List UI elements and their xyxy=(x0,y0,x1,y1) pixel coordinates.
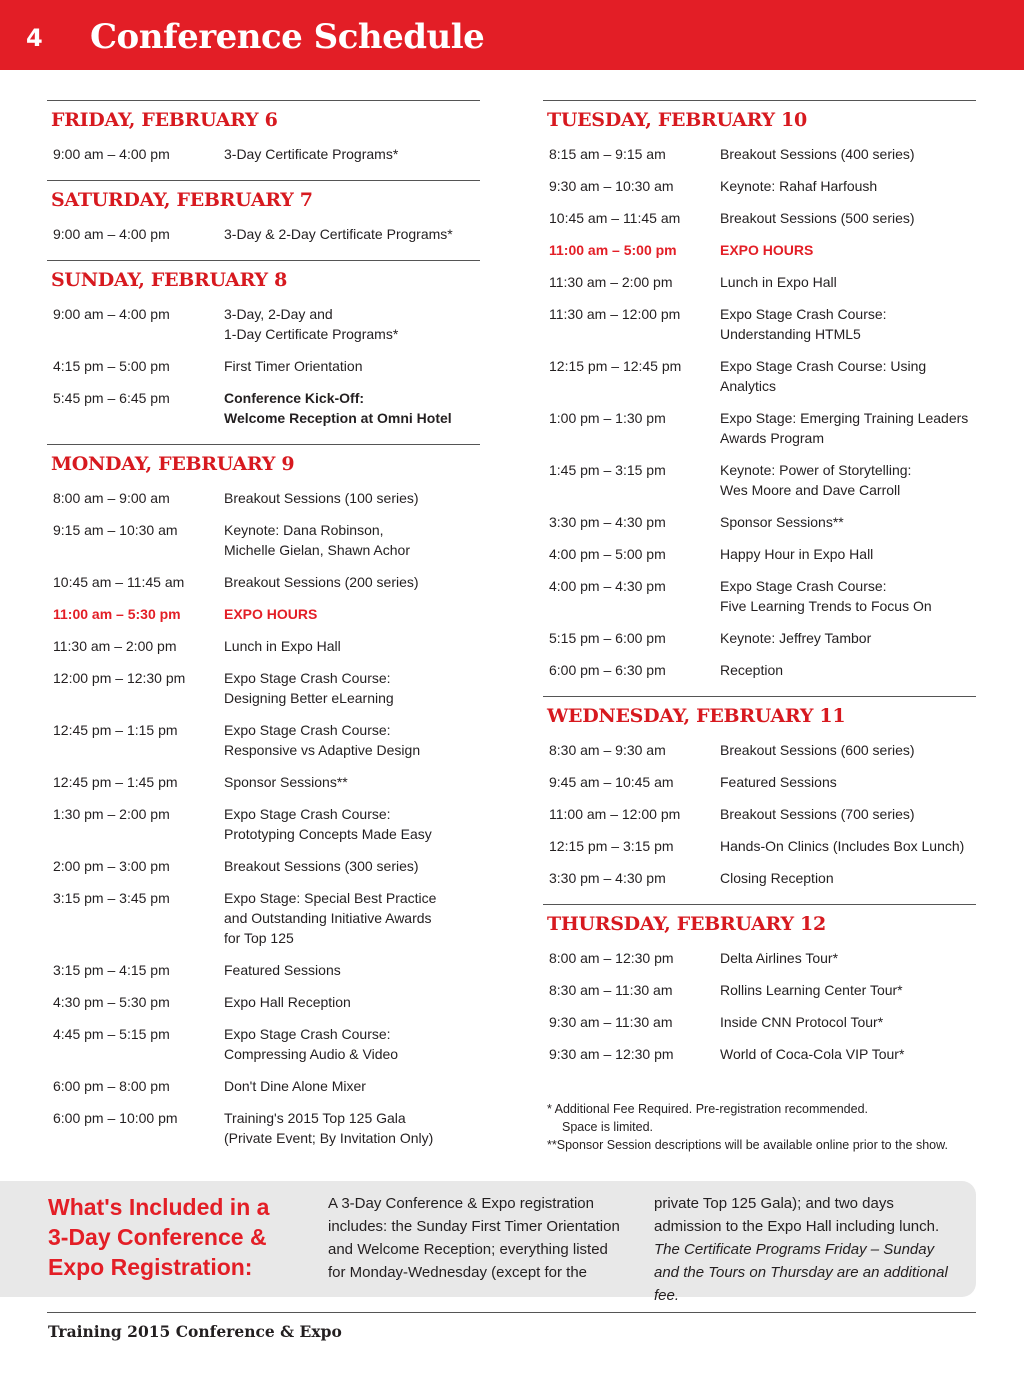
included-text-b-regular: private Top 125 Gala); and two days admission to the Expo Hall including lunch. xyxy=(654,1195,940,1235)
included-text-b-italic: The Certificate Programs Friday – Sunday and the Tours on Thursday are an additional fee. xyxy=(654,1241,948,1304)
session-title: Reception xyxy=(720,662,784,678)
schedule-rows xyxy=(543,938,976,1076)
schedule-row xyxy=(47,566,480,598)
schedule-row xyxy=(543,138,976,170)
session-time: 4:45 pm – 5:15 pm xyxy=(53,1026,170,1042)
schedule-row xyxy=(543,654,976,686)
session-time: 4:00 pm – 4:30 pm xyxy=(549,578,666,594)
footnote-line: Space is limited. xyxy=(562,1120,654,1134)
included-text-a: A 3-Day Conference & Expo registration includes: the Sunday First Timer Orientation and Welcome Reception; everything listed for Monday-Wednesday (except for the xyxy=(328,1195,620,1281)
session-time: 2:00 pm – 3:00 pm xyxy=(53,858,170,874)
footnotes xyxy=(543,1100,976,1154)
session-title: First Timer Orientation xyxy=(224,358,363,374)
session-time: 11:00 am – 5:30 pm xyxy=(53,606,181,622)
session-time: 11:30 am – 12:00 pm xyxy=(549,306,681,322)
session-time: 8:00 am – 12:30 pm xyxy=(549,950,674,966)
day-title: THURSDAY, FEBRUARY 12 xyxy=(547,913,826,935)
session-time: 5:45 pm – 6:45 pm xyxy=(53,390,170,406)
day-title: SATURDAY, FEBRUARY 7 xyxy=(51,189,313,211)
day-section xyxy=(543,904,976,1076)
session-title: Expo Stage Crash Course: Compressing Audio & Video xyxy=(224,1026,399,1062)
schedule-row xyxy=(47,482,480,514)
session-title: World of Coca-Cola VIP Tour* xyxy=(720,1046,905,1062)
session-time: 9:30 am – 12:30 pm xyxy=(549,1046,674,1062)
schedule-row xyxy=(543,1006,976,1038)
session-time: 9:30 am – 11:30 am xyxy=(549,1014,673,1030)
day-title: FRIDAY, FEBRUARY 6 xyxy=(51,109,278,131)
schedule-row xyxy=(47,882,480,954)
session-title: Expo Hall Reception xyxy=(224,994,351,1010)
session-time: 3:15 pm – 4:15 pm xyxy=(53,962,170,978)
session-title: Lunch in Expo Hall xyxy=(720,274,837,290)
schedule-row xyxy=(543,622,976,654)
session-title: Keynote: Power of Storytelling: Wes Moore and Dave Carroll xyxy=(720,462,912,498)
session-time: 11:30 am – 2:00 pm xyxy=(53,638,177,654)
schedule-row xyxy=(543,266,976,298)
page-number: 4 xyxy=(26,24,43,52)
schedule-row xyxy=(47,662,480,714)
day-title: TUESDAY, FEBRUARY 10 xyxy=(547,109,807,131)
session-time: 5:15 pm – 6:00 pm xyxy=(549,630,666,646)
session-title: Expo Stage Crash Course: Designing Better eLearning xyxy=(224,670,394,706)
session-title: 3-Day & 2-Day Certificate Programs* xyxy=(224,226,453,242)
schedule-row xyxy=(47,218,480,250)
day-section xyxy=(47,100,480,176)
session-time: 10:45 am – 11:45 am xyxy=(549,210,681,226)
schedule-row xyxy=(543,1038,976,1070)
schedule-row xyxy=(47,954,480,986)
session-time: 9:45 am – 10:45 am xyxy=(549,774,674,790)
schedule-row xyxy=(47,714,480,766)
session-time: 1:45 pm – 3:15 pm xyxy=(549,462,666,478)
session-title: Breakout Sessions (200 series) xyxy=(224,574,419,590)
session-time: 4:15 pm – 5:00 pm xyxy=(53,358,170,374)
session-time: 4:00 pm – 5:00 pm xyxy=(549,546,666,562)
session-title: Expo Stage Crash Course: Understanding HTML5 xyxy=(720,306,887,342)
expo-hours-row xyxy=(47,598,480,630)
schedule-row xyxy=(47,850,480,882)
session-time: 1:00 pm – 1:30 pm xyxy=(549,410,666,426)
expo-hours-row xyxy=(543,234,976,266)
session-time: 9:00 am – 4:00 pm xyxy=(53,306,170,322)
session-title: EXPO HOURS xyxy=(224,606,318,622)
day-section xyxy=(47,260,480,440)
session-time: 4:30 pm – 5:30 pm xyxy=(53,994,170,1010)
schedule-rows xyxy=(543,134,976,692)
schedule-row xyxy=(47,298,480,350)
footnote-line: * Additional Fee Required. Pre-registration recommended. xyxy=(547,1102,869,1116)
schedule-row xyxy=(543,798,976,830)
session-title: Hands-On Clinics (Includes Box Lunch) xyxy=(720,838,965,854)
session-title: Featured Sessions xyxy=(720,774,837,790)
schedule-rows xyxy=(47,214,480,256)
schedule-row xyxy=(543,538,976,570)
schedule-row xyxy=(47,1070,480,1102)
session-title: Sponsor Sessions** xyxy=(720,514,844,530)
session-time: 9:00 am – 4:00 pm xyxy=(53,146,170,162)
session-title: Expo Stage Crash Course: Using Analytics xyxy=(720,358,927,394)
schedule-row xyxy=(543,170,976,202)
schedule-row xyxy=(543,506,976,538)
session-title: Breakout Sessions (400 series) xyxy=(720,146,915,162)
day-section xyxy=(543,100,976,692)
schedule-row xyxy=(543,942,976,974)
schedule-row xyxy=(543,202,976,234)
session-title: Breakout Sessions (700 series) xyxy=(720,806,915,822)
schedule-right-column xyxy=(543,100,976,1154)
session-time: 11:00 am – 5:00 pm xyxy=(549,242,677,258)
session-time: 12:15 pm – 12:45 pm xyxy=(549,358,682,374)
schedule-row xyxy=(543,454,976,506)
schedule-row xyxy=(543,298,976,350)
session-title: Breakout Sessions (100 series) xyxy=(224,490,419,506)
session-title: Don't Dine Alone Mixer xyxy=(224,1078,366,1094)
session-title: Breakout Sessions (500 series) xyxy=(720,210,915,226)
session-time: 12:45 pm – 1:45 pm xyxy=(53,774,178,790)
day-section xyxy=(47,180,480,256)
session-title: Training's 2015 Top 125 Gala (Private Event; By Invitation Only) xyxy=(224,1110,434,1146)
day-title: SUNDAY, FEBRUARY 8 xyxy=(51,269,288,291)
included-text-b xyxy=(654,1192,954,1307)
session-time: 12:15 pm – 3:15 pm xyxy=(549,838,674,854)
session-title: 3-Day, 2-Day and 1-Day Certificate Programs* xyxy=(224,306,399,342)
schedule-row xyxy=(543,974,976,1006)
session-title: Expo Stage Crash Course: Responsive vs Adaptive Design xyxy=(224,722,421,758)
footer-title: Training 2015 Conference & Expo xyxy=(48,1322,342,1341)
session-title: Expo Stage: Emerging Training Leaders Awards Program xyxy=(720,410,969,446)
session-time: 9:30 am – 10:30 am xyxy=(549,178,674,194)
session-title: Expo Stage Crash Course: Prototyping Concepts Made Easy xyxy=(224,806,432,842)
session-title: Delta Airlines Tour* xyxy=(720,950,839,966)
session-time: 12:45 pm – 1:15 pm xyxy=(53,722,178,738)
schedule-row xyxy=(543,830,976,862)
session-time: 3:30 pm – 4:30 pm xyxy=(549,870,666,886)
session-time: 9:00 am – 4:00 pm xyxy=(53,226,170,242)
session-title: Rollins Learning Center Tour* xyxy=(720,982,903,998)
footer-rule xyxy=(47,1312,976,1313)
session-time: 11:00 am – 12:00 pm xyxy=(549,806,681,822)
session-title: Happy Hour in Expo Hall xyxy=(720,546,874,562)
session-time: 1:30 pm – 2:00 pm xyxy=(53,806,170,822)
schedule-row xyxy=(543,734,976,766)
schedule-row xyxy=(47,986,480,1018)
session-title: Closing Reception xyxy=(720,870,834,886)
schedule-left-column xyxy=(47,100,480,1160)
session-title: Expo Stage: Special Best Practice and Outstanding Initiative Awards for Top 125 xyxy=(224,890,437,946)
session-time: 12:00 pm – 12:30 pm xyxy=(53,670,186,686)
schedule-row xyxy=(47,350,480,382)
session-title: 3-Day Certificate Programs* xyxy=(224,146,399,162)
session-title: Keynote: Rahaf Harfoush xyxy=(720,178,878,194)
session-time: 9:15 am – 10:30 am xyxy=(53,522,178,538)
session-title: Breakout Sessions (600 series) xyxy=(720,742,915,758)
schedule-row xyxy=(543,862,976,894)
schedule-rows xyxy=(47,134,480,176)
day-section xyxy=(47,444,480,1160)
session-title: EXPO HOURS xyxy=(720,242,814,258)
session-time: 8:15 am – 9:15 am xyxy=(549,146,666,162)
schedule-row xyxy=(543,350,976,402)
session-title: Inside CNN Protocol Tour* xyxy=(720,1014,884,1030)
session-time: 10:45 am – 11:45 am xyxy=(53,574,185,590)
session-time: 11:30 am – 2:00 pm xyxy=(549,274,673,290)
page-title: Conference Schedule xyxy=(90,17,485,57)
schedule-rows xyxy=(47,478,480,1160)
day-section xyxy=(543,696,976,900)
session-time: 8:00 am – 9:00 am xyxy=(53,490,170,506)
schedule-row xyxy=(47,766,480,798)
schedule-row xyxy=(47,1102,480,1154)
day-title: MONDAY, FEBRUARY 9 xyxy=(51,453,295,475)
session-title: Conference Kick-Off: Welcome Reception at Omni Hotel xyxy=(224,390,452,426)
session-title: Sponsor Sessions** xyxy=(224,774,348,790)
schedule-row xyxy=(47,138,480,170)
schedule-rows xyxy=(543,730,976,900)
session-title: Keynote: Dana Robinson, Michelle Gielan, Shawn Achor xyxy=(224,522,410,558)
schedule-row xyxy=(47,798,480,850)
session-time: 3:15 pm – 3:45 pm xyxy=(53,890,170,906)
session-title: Expo Stage Crash Course: Five Learning Trends to Focus On xyxy=(720,578,932,614)
schedule-row xyxy=(543,570,976,622)
schedule-row xyxy=(543,402,976,454)
session-time: 6:00 pm – 10:00 pm xyxy=(53,1110,178,1126)
schedule-row xyxy=(47,630,480,662)
session-title: Breakout Sessions (300 series) xyxy=(224,858,419,874)
session-time: 8:30 am – 11:30 am xyxy=(549,982,673,998)
schedule-row xyxy=(47,382,480,434)
session-title: Featured Sessions xyxy=(224,962,341,978)
day-title: WEDNESDAY, FEBRUARY 11 xyxy=(547,705,846,727)
session-time: 6:00 pm – 8:00 pm xyxy=(53,1078,170,1094)
session-title: Lunch in Expo Hall xyxy=(224,638,341,654)
session-title: Keynote: Jeffrey Tambor xyxy=(720,630,872,646)
included-title: What's Included in a 3-Day Conference & Expo Registration: xyxy=(48,1194,270,1280)
session-time: 3:30 pm – 4:30 pm xyxy=(549,514,666,530)
schedule-row xyxy=(47,514,480,566)
session-time: 8:30 am – 9:30 am xyxy=(549,742,666,758)
schedule-row xyxy=(543,766,976,798)
schedule-rows xyxy=(47,294,480,440)
footnote-line: **Sponsor Session descriptions will be available online prior to the show. xyxy=(547,1138,948,1152)
session-time: 6:00 pm – 6:30 pm xyxy=(549,662,666,678)
schedule-row xyxy=(47,1018,480,1070)
